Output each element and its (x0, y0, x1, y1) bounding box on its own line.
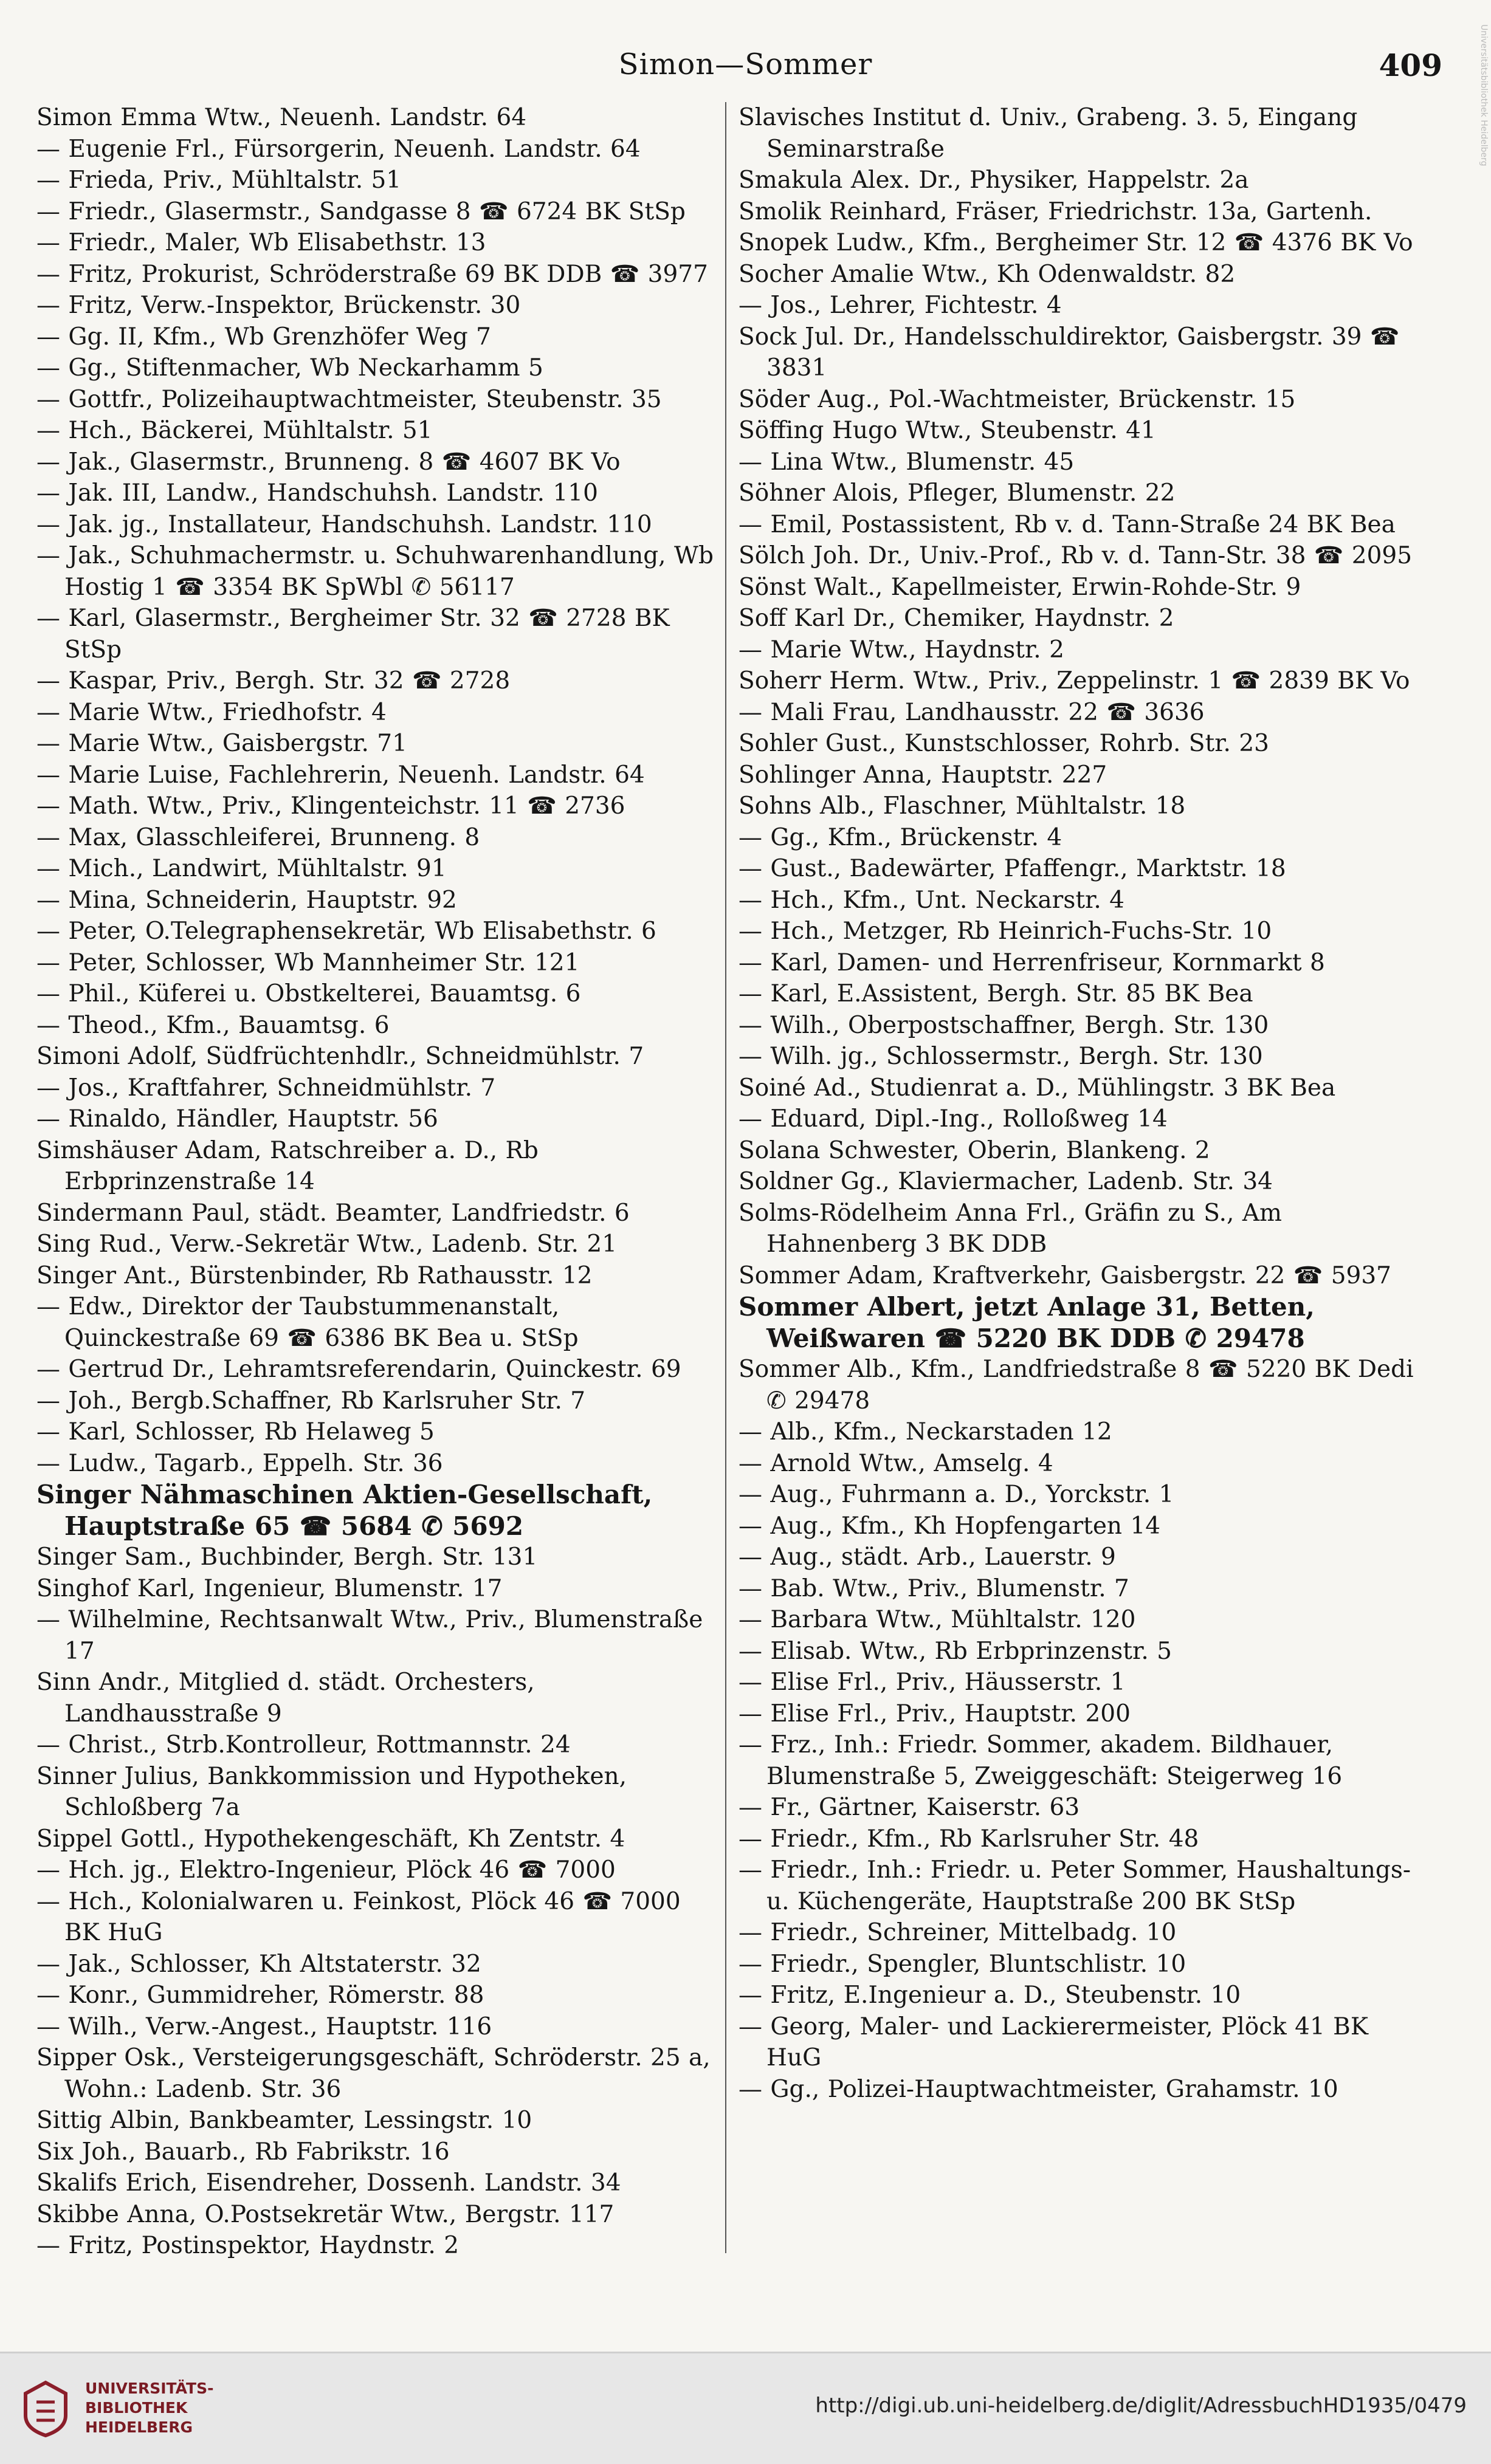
directory-entry: — Emil, Postassistent, Rb v. d. Tann-Straße 24 BK Bea (739, 510, 1396, 538)
directory-entry: — Eugenie Frl., Fürsorgerin, Neuenh. Landstr. 64 (36, 135, 641, 163)
directory-entry: — Friedr., Inh.: Friedr. u. Peter Sommer, Haushaltungs- u. Küchengeräte, Hauptstraße 200 BK StSp (739, 1856, 1411, 1915)
directory-entry: — Fritz, Verw.-Inspektor, Brückenstr. 30 (36, 292, 521, 319)
directory-entry: — Jos., Lehrer, Fichtestr. 4 (739, 292, 1062, 319)
directory-entry: — Kaspar, Priv., Bergh. Str. 32 ☎ 2728 (36, 667, 511, 695)
directory-entry: — Marie Wtw., Friedhofstr. 4 (36, 698, 387, 726)
directory-entry: — Frz., Inh.: Friedr. Sommer, akadem. Bildhauer, Blumenstraße 5, Zweiggeschäft: Steigerweg 16 (739, 1731, 1343, 1790)
directory-entry: Soherr Herm. Wtw., Priv., Zeppelinstr. 1 ☎ 2839 BK Vo (739, 667, 1410, 695)
directory-entry: Soiné Ad., Studienrat a. D., Mühlingstr. 3 BK Bea (739, 1074, 1336, 1102)
directory-entry: — Fritz, Prokurist, Schröderstraße 69 BK DDB ☎ 3977 (36, 260, 708, 288)
library-name-line: HEIDELBERG (85, 2418, 193, 2436)
directory-entry: Solana Schwester, Oberin, Blankeng. 2 (739, 1136, 1210, 1164)
directory-entry: — Friedr., Schreiner, Mittelbadg. 10 (739, 1919, 1177, 1946)
directory-entry: — Gottfr., Polizeihauptwachtmeister, Steubenstr. 35 (36, 385, 662, 413)
left-column (36, 102, 717, 2262)
page-header (36, 47, 1455, 90)
directory-entry: — Konr., Gummidreher, Römerstr. 88 (36, 1982, 484, 2009)
directory-entry: — Peter, O.Telegraphensekretär, Wb Elisabethstr. 6 (36, 918, 656, 945)
directory-entry: — Marie Wtw., Haydnstr. 2 (739, 636, 1064, 664)
directory-entry: — Wilh., Verw.-Angest., Hauptstr. 116 (36, 2013, 492, 2040)
directory-entry: — Peter, Schlosser, Wb Mannheimer Str. 121 (36, 949, 580, 976)
directory-entry: — Gg., Kfm., Brückenstr. 4 (739, 823, 1062, 851)
directory-entry: Snopek Ludw., Kfm., Bergheimer Str. 12 ☎ 4376 BK Vo (739, 229, 1413, 256)
directory-entry: — Fritz, Postinspektor, Haydnstr. 2 (36, 2232, 460, 2259)
directory-entry: Soldner Gg., Klaviermacher, Ladenb. Str. 34 (739, 1168, 1273, 1195)
directory-entry: Söffing Hugo Wtw., Steubenstr. 41 (739, 417, 1156, 444)
directory-entry: Sommer Alb., Kfm., Landfriedstraße 8 ☎ 5220 BK Dedi ✆ 29478 (739, 1356, 1414, 1415)
directory-entry: Sommer Albert, jetzt Anlage 31, Betten, Weißwaren ☎ 5220 BK DDB ✆ 29478 (739, 1292, 1315, 1353)
directory-entry: Sippel Gottl., Hypothekengeschäft, Kh Zentstr. 4 (36, 1825, 625, 1853)
directory-entry: — Hch., Kfm., Unt. Neckarstr. 4 (739, 886, 1124, 914)
directory-entry: — Jos., Kraftfahrer, Schneidmühlstr. 7 (36, 1074, 496, 1102)
directory-entry: — Jak. III, Landw., Handschuhsh. Landstr. 110 (36, 479, 598, 507)
directory-entry: — Gg., Polizei-Hauptwachtmeister, Grahamstr. 10 (739, 2075, 1338, 2103)
directory-entry: — Elise Frl., Priv., Hauptstr. 200 (739, 1700, 1131, 1728)
directory-entry: Solms-Rödelheim Anna Frl., Gräfin zu S., Am Hahnenberg 3 BK DDB (739, 1199, 1282, 1258)
right-column (739, 102, 1419, 2105)
column-divider (725, 102, 726, 2253)
directory-entry: — Jak., Schlosser, Kh Altstaterstr. 32 (36, 1950, 481, 1978)
directory-entry: — Wilh. jg., Schlossermstr., Bergh. Str. 130 (739, 1043, 1263, 1070)
directory-entry: — Christ., Strb.Kontrolleur, Rottmannstr. 24 (36, 1731, 571, 1759)
viewer-footer (0, 2352, 1491, 2464)
directory-entry: Sohns Alb., Flaschner, Mühltalstr. 18 (739, 792, 1186, 820)
directory-entry: — Aug., Fuhrmann a. D., Yorckstr. 1 (739, 1481, 1174, 1508)
directory-entry: — Lina Wtw., Blumenstr. 45 (739, 448, 1075, 476)
directory-entry: Singer Nähmaschinen Aktien-Gesellschaft, Hauptstraße 65 ☎ 5684 ✆ 5692 (36, 1480, 653, 1541)
directory-entry: — Gertrud Dr., Lehramtsreferendarin, Quinckestr. 69 (36, 1356, 681, 1383)
directory-entry: — Mich., Landwirt, Mühltalstr. 91 (36, 855, 447, 882)
directory-entry: Sinner Julius, Bankkommission und Hypotheken, Schloßberg 7a (36, 1762, 627, 1821)
directory-entry: Socher Amalie Wtw., Kh Odenwaldstr. 82 (739, 260, 1236, 288)
directory-entry: — Fr., Gärtner, Kaiserstr. 63 (739, 1794, 1080, 1821)
directory-entry: — Jak., Schuhmachermstr. u. Schuhwarenhandlung, Wb Hostig 1 ☎ 3354 BK SpWbl ✆ 56117 (36, 542, 714, 601)
directory-entry: Sommer Adam, Kraftverkehr, Gaisbergstr. 22 ☎ 5937 (739, 1261, 1391, 1289)
side-note: Universitätsbibliothek Heidelberg (1479, 24, 1489, 166)
directory-entry: Slavisches Institut d. Univ., Grabeng. 3. 5, Eingang Seminarstraße (739, 104, 1358, 163)
directory-entry: — Hch. jg., Elektro-Ingenieur, Plöck 46 ☎ 7000 (36, 1856, 616, 1884)
directory-entry: — Gg., Stiftenmacher, Wb Neckarhamm 5 (36, 354, 543, 382)
directory-entry: — Eduard, Dipl.-Ing., Rolloßweg 14 (739, 1105, 1168, 1133)
directory-entry: — Hch., Metzger, Rb Heinrich-Fuchs-Str. 10 (739, 918, 1272, 945)
directory-entry: — Aug., Kfm., Kh Hopfengarten 14 (739, 1512, 1161, 1540)
directory-entry: Skibbe Anna, O.Postsekretär Wtw., Bergstr. 117 (36, 2200, 615, 2228)
directory-entry: — Max, Glasschleiferei, Brunneng. 8 (36, 823, 480, 851)
directory-entry: — Edw., Direktor der Taubstummenanstalt, Quinckestraße 69 ☎ 6386 BK Bea u. StSp (36, 1293, 579, 1352)
directory-entry: Simoni Adolf, Südfrüchtenhdlr., Schneidmühlstr. 7 (36, 1043, 644, 1070)
directory-entry: Sinn Andr., Mitglied d. städt. Orchesters, Landhausstraße 9 (36, 1669, 535, 1728)
directory-entry: — Bab. Wtw., Priv., Blumenstr. 7 (739, 1574, 1129, 1602)
directory-entry: Smolik Reinhard, Fräser, Friedrichstr. 13a, Gartenh. (739, 197, 1372, 225)
directory-entry: Sing Rud., Verw.-Sekretär Wtw., Ladenb. Str. 21 (36, 1230, 618, 1258)
directory-entry: — Elisab. Wtw., Rb Erbprinzenstr. 5 (739, 1637, 1172, 1665)
directory-entry: — Karl, Damen- und Herrenfriseur, Kornmarkt 8 (739, 949, 1325, 976)
directory-entry: Six Joh., Bauarb., Rb Fabrikstr. 16 (36, 2138, 450, 2166)
directory-entry: — Jak. jg., Installateur, Handschuhsh. Landstr. 110 (36, 510, 652, 538)
directory-entry: — Elise Frl., Priv., Häusserstr. 1 (739, 1669, 1126, 1696)
directory-entry: Smakula Alex. Dr., Physiker, Happelstr. 2a (739, 166, 1249, 194)
directory-entry: — Marie Wtw., Gaisbergstr. 71 (36, 730, 407, 757)
directory-entry: — Joh., Bergb.Schaffner, Rb Karlsruher Str. 7 (36, 1387, 586, 1415)
directory-entry: — Marie Luise, Fachlehrerin, Neuenh. Landstr. 64 (36, 761, 645, 789)
directory-entry: — Hch., Bäckerei, Mühltalstr. 51 (36, 417, 433, 444)
directory-entry: — Wilh., Oberpostschaffner, Bergh. Str. 130 (739, 1011, 1269, 1039)
directory-entry: — Gust., Badewärter, Pfaffengr., Marktstr. 18 (739, 855, 1286, 882)
directory-entry: Soff Karl Dr., Chemiker, Haydnstr. 2 (739, 605, 1174, 632)
directory-entry: — Frieda, Priv., Mühltalstr. 51 (36, 166, 402, 194)
directory-entry: Skalifs Erich, Eisendreher, Dossenh. Landstr. 34 (36, 2169, 621, 2197)
directory-entry: Sohler Gust., Kunstschlosser, Rohrb. Str. 23 (739, 730, 1269, 757)
source-url-link[interactable]: http://digi.ub.uni-heidelberg.de/diglit/AdressbuchHD1935/0479 (815, 2394, 1467, 2418)
directory-entry: — Gg. II, Kfm., Wb Grenzhöfer Weg 7 (36, 323, 491, 351)
directory-entry: — Karl, Schlosser, Rb Helaweg 5 (36, 1418, 435, 1446)
directory-entry: Sönst Walt., Kapellmeister, Erwin-Rohde-Str. 9 (739, 573, 1301, 601)
directory-entry: Sindermann Paul, städt. Beamter, Landfriedstr. 6 (36, 1199, 630, 1227)
directory-entry: — Fritz, E.Ingenieur a. D., Steubenstr. 10 (739, 1982, 1241, 2009)
directory-entry: — Wilhelmine, Rechtsanwalt Wtw., Priv., Blumenstraße 17 (36, 1606, 703, 1665)
page-title: Simon—Sommer (618, 47, 873, 81)
directory-entry: — Theod., Kfm., Bauamtsg. 6 (36, 1011, 390, 1039)
directory-entry: — Barbara Wtw., Mühltalstr. 120 (739, 1606, 1136, 1633)
directory-entry: Singhof Karl, Ingenieur, Blumenstr. 17 (36, 1574, 503, 1602)
library-name (85, 2379, 213, 2437)
directory-entry: Söder Aug., Pol.-Wachtmeister, Brückenstr. 15 (739, 385, 1296, 413)
directory-entry: Simon Emma Wtw., Neuenh. Landstr. 64 (36, 104, 527, 131)
directory-entry: Singer Ant., Bürstenbinder, Rb Rathausstr. 12 (36, 1261, 593, 1289)
directory-entry: — Georg, Maler- und Lackierermeister, Plöck 41 BK HuG (739, 2013, 1368, 2071)
directory-entry: — Arnold Wtw., Amselg. 4 (739, 1449, 1053, 1477)
directory-entry: — Mina, Schneiderin, Hauptstr. 92 (36, 886, 457, 914)
directory-entry: — Friedr., Spengler, Bluntschlistr. 10 (739, 1950, 1186, 1978)
library-logo-icon[interactable] (18, 2378, 73, 2438)
directory-entry: — Ludw., Tagarb., Eppelh. Str. 36 (36, 1449, 443, 1477)
directory-entry: Sölch Joh. Dr., Univ.-Prof., Rb v. d. Tann-Str. 38 ☎ 2095 (739, 542, 1413, 569)
directory-entry: — Karl, Glasermstr., Bergheimer Str. 32 ☎ 2728 BK StSp (36, 605, 670, 664)
library-name-line: UNIVERSITÄTS- (85, 2380, 214, 2397)
directory-entry: Sipper Osk., Versteigerungsgeschäft, Schröderstr. 25 a, Wohn.: Ladenb. Str. 36 (36, 2044, 711, 2103)
directory-entry: Söhner Alois, Pfleger, Blumenstr. 22 (739, 479, 1176, 507)
directory-entry: — Mali Frau, Landhausstr. 22 ☎ 3636 (739, 698, 1205, 726)
directory-entry: Sohlinger Anna, Hauptstr. 227 (739, 761, 1107, 789)
library-name-line: BIBLIOTHEK (85, 2399, 188, 2417)
directory-entry: — Rinaldo, Händler, Hauptstr. 56 (36, 1105, 438, 1133)
directory-entry: Singer Sam., Buchbinder, Bergh. Str. 131 (36, 1543, 538, 1571)
directory-entry: — Karl, E.Assistent, Bergh. Str. 85 BK Bea (739, 980, 1253, 1007)
directory-entry: — Friedr., Kfm., Rb Karlsruher Str. 48 (739, 1825, 1199, 1853)
directory-entry: — Math. Wtw., Priv., Klingenteichstr. 11 ☎ 2736 (36, 792, 625, 820)
directory-entry: — Jak., Glasermstr., Brunneng. 8 ☎ 4607 BK Vo (36, 448, 621, 476)
directory-entry: Simshäuser Adam, Ratschreiber a. D., Rb Erbprinzenstraße 14 (36, 1136, 539, 1195)
directory-entry: — Alb., Kfm., Neckarstaden 12 (739, 1418, 1112, 1446)
directory-entry: — Aug., städt. Arb., Lauerstr. 9 (739, 1543, 1116, 1571)
directory-entry: — Friedr., Glasermstr., Sandgasse 8 ☎ 6724 BK StSp (36, 197, 686, 225)
directory-entry: Sittig Albin, Bankbeamter, Lessingstr. 10 (36, 2107, 532, 2134)
directory-entry: Sock Jul. Dr., Handelsschuldirektor, Gaisbergstr. 39 ☎ 3831 (739, 323, 1400, 382)
page-number: 409 (1379, 47, 1442, 83)
directory-entry: — Friedr., Maler, Wb Elisabethstr. 13 (36, 229, 486, 256)
directory-entry: — Hch., Kolonialwaren u. Feinkost, Plöck 46 ☎ 7000 BK HuG (36, 1887, 681, 1946)
directory-entry: — Phil., Küferei u. Obstkelterei, Bauamtsg. 6 (36, 980, 581, 1007)
